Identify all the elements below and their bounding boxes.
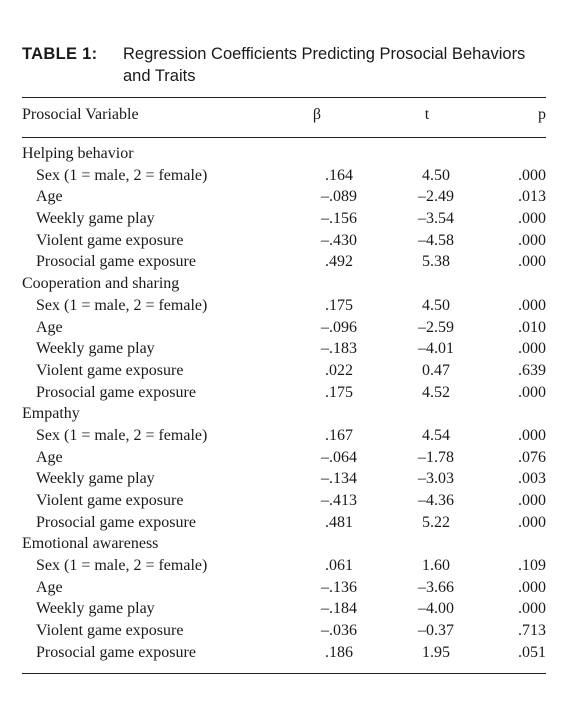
p-cell: .000 xyxy=(518,296,546,314)
p-cell: .076 xyxy=(518,448,546,466)
table-label: TABLE 1: xyxy=(22,45,98,63)
group-label: Cooperation and sharing xyxy=(22,275,180,293)
p-cell: .000 xyxy=(518,253,546,271)
t-cell: –4.58 xyxy=(418,231,454,249)
beta-cell: .167 xyxy=(325,426,353,444)
table-title xyxy=(123,43,553,87)
table-row xyxy=(22,317,546,339)
p-cell: .713 xyxy=(518,622,546,640)
table-row xyxy=(22,555,546,577)
t-cell: 1.95 xyxy=(422,643,450,661)
header-t: t xyxy=(424,106,430,123)
table-row xyxy=(22,382,546,404)
group-label: Helping behavior xyxy=(22,145,134,162)
beta-cell: –.089 xyxy=(321,188,357,206)
beta-cell: –.064 xyxy=(321,448,357,466)
group-row xyxy=(22,273,546,295)
t-cell: 5.22 xyxy=(422,513,450,531)
predictor-label: Violent game exposure xyxy=(36,231,184,249)
predictor-label: Prosocial game exposure xyxy=(36,383,196,401)
header-p: p xyxy=(538,106,546,123)
table-row xyxy=(22,251,546,273)
table-row xyxy=(22,338,546,360)
p-cell: .000 xyxy=(518,340,546,358)
t-cell: –1.78 xyxy=(418,448,454,466)
p-cell: .003 xyxy=(518,470,546,488)
bottom-rule xyxy=(22,673,546,674)
t-cell: 0.47 xyxy=(422,361,450,379)
predictor-label: Prosocial game exposure xyxy=(36,643,196,661)
table-row xyxy=(22,230,546,252)
table-row xyxy=(22,208,546,230)
beta-cell: –.134 xyxy=(321,470,357,488)
beta-cell: –.183 xyxy=(321,340,357,358)
t-cell: –4.00 xyxy=(418,600,454,618)
t-cell: –3.03 xyxy=(418,470,454,488)
table-title-line-2: and Traits xyxy=(123,67,196,85)
table-row xyxy=(22,468,546,490)
predictor-label: Sex (1 = male, 2 = female) xyxy=(36,296,208,314)
table-row xyxy=(22,360,546,382)
t-cell: 4.54 xyxy=(422,426,450,444)
beta-cell: .481 xyxy=(325,513,353,531)
predictor-label: Sex (1 = male, 2 = female) xyxy=(36,426,208,444)
p-cell: .000 xyxy=(518,426,546,444)
p-cell: .639 xyxy=(518,361,546,379)
predictor-label: Violent game exposure xyxy=(36,361,184,379)
beta-cell: .175 xyxy=(325,383,353,401)
p-cell: .000 xyxy=(518,600,546,618)
beta-cell: –.096 xyxy=(321,318,357,336)
beta-cell: .186 xyxy=(325,643,353,661)
t-cell: 5.38 xyxy=(422,253,450,271)
t-cell: –3.66 xyxy=(418,578,454,596)
top-rule xyxy=(22,97,546,98)
table-row xyxy=(22,186,546,208)
group-row xyxy=(22,403,546,425)
p-cell: .000 xyxy=(518,492,546,509)
beta-cell: –.413 xyxy=(321,492,357,509)
beta-cell: –.156 xyxy=(321,210,357,228)
beta-cell: –.184 xyxy=(321,600,357,618)
group-label: Empathy xyxy=(22,405,80,423)
table-row xyxy=(22,425,546,447)
table-body xyxy=(22,143,546,664)
table-row xyxy=(22,490,546,512)
p-cell: .000 xyxy=(518,383,546,401)
table-title-line-1: Regression Coefficients Predicting Prosocial Behaviors xyxy=(123,45,526,63)
header-rule xyxy=(22,137,546,138)
predictor-label: Violent game exposure xyxy=(36,622,184,640)
beta-cell: –.136 xyxy=(321,578,357,596)
t-cell: 4.50 xyxy=(422,166,450,184)
table-row xyxy=(22,165,546,187)
p-cell: .000 xyxy=(518,231,546,249)
beta-cell: –.430 xyxy=(321,231,357,249)
group-row xyxy=(22,143,546,165)
predictor-label: Age xyxy=(36,448,63,466)
t-cell: 4.52 xyxy=(422,383,450,401)
p-cell: .051 xyxy=(518,643,546,661)
predictor-label: Violent game exposure xyxy=(36,492,184,509)
t-cell: –4.36 xyxy=(418,492,454,509)
p-cell: .000 xyxy=(518,578,546,596)
p-cell: .000 xyxy=(518,513,546,531)
p-cell: .013 xyxy=(518,188,546,206)
header-variable: Prosocial Variable xyxy=(22,106,139,123)
table-row xyxy=(22,295,546,317)
t-cell: –2.59 xyxy=(418,318,454,336)
t-cell: 4.50 xyxy=(422,296,450,314)
predictor-label: Age xyxy=(36,318,63,336)
table-row xyxy=(22,642,546,664)
predictor-label: Weekly game play xyxy=(36,470,155,488)
p-cell: .000 xyxy=(518,210,546,228)
table-row xyxy=(22,447,546,469)
t-cell: –3.54 xyxy=(418,210,454,228)
predictor-label: Weekly game play xyxy=(36,600,155,618)
p-cell: .010 xyxy=(518,318,546,336)
beta-cell: .061 xyxy=(325,557,353,575)
predictor-label: Weekly game play xyxy=(36,340,155,358)
predictor-label: Sex (1 = male, 2 = female) xyxy=(36,166,208,184)
table-row xyxy=(22,620,546,642)
predictor-label: Age xyxy=(36,188,63,206)
table-caption xyxy=(22,43,552,85)
t-cell: –0.37 xyxy=(418,622,454,640)
t-cell: 1.60 xyxy=(422,557,450,575)
beta-cell: .164 xyxy=(325,166,353,184)
beta-cell: .022 xyxy=(325,361,353,379)
group-label: Emotional awareness xyxy=(22,535,159,553)
beta-cell: .492 xyxy=(325,253,353,271)
table-row xyxy=(22,577,546,599)
p-cell: .000 xyxy=(518,166,546,184)
t-cell: –4.01 xyxy=(418,340,454,358)
predictor-label: Weekly game play xyxy=(36,210,155,228)
table-row xyxy=(22,598,546,620)
predictor-label: Sex (1 = male, 2 = female) xyxy=(36,557,208,575)
predictor-label: Age xyxy=(36,578,63,596)
group-row xyxy=(22,533,546,555)
table-row xyxy=(22,512,546,534)
predictor-label: Prosocial game exposure xyxy=(36,253,196,271)
t-cell: –2.49 xyxy=(418,188,454,206)
beta-cell: –.036 xyxy=(321,622,357,640)
header-beta: β xyxy=(312,106,322,123)
beta-cell: .175 xyxy=(325,296,353,314)
p-cell: .109 xyxy=(518,557,546,575)
predictor-label: Prosocial game exposure xyxy=(36,513,196,531)
